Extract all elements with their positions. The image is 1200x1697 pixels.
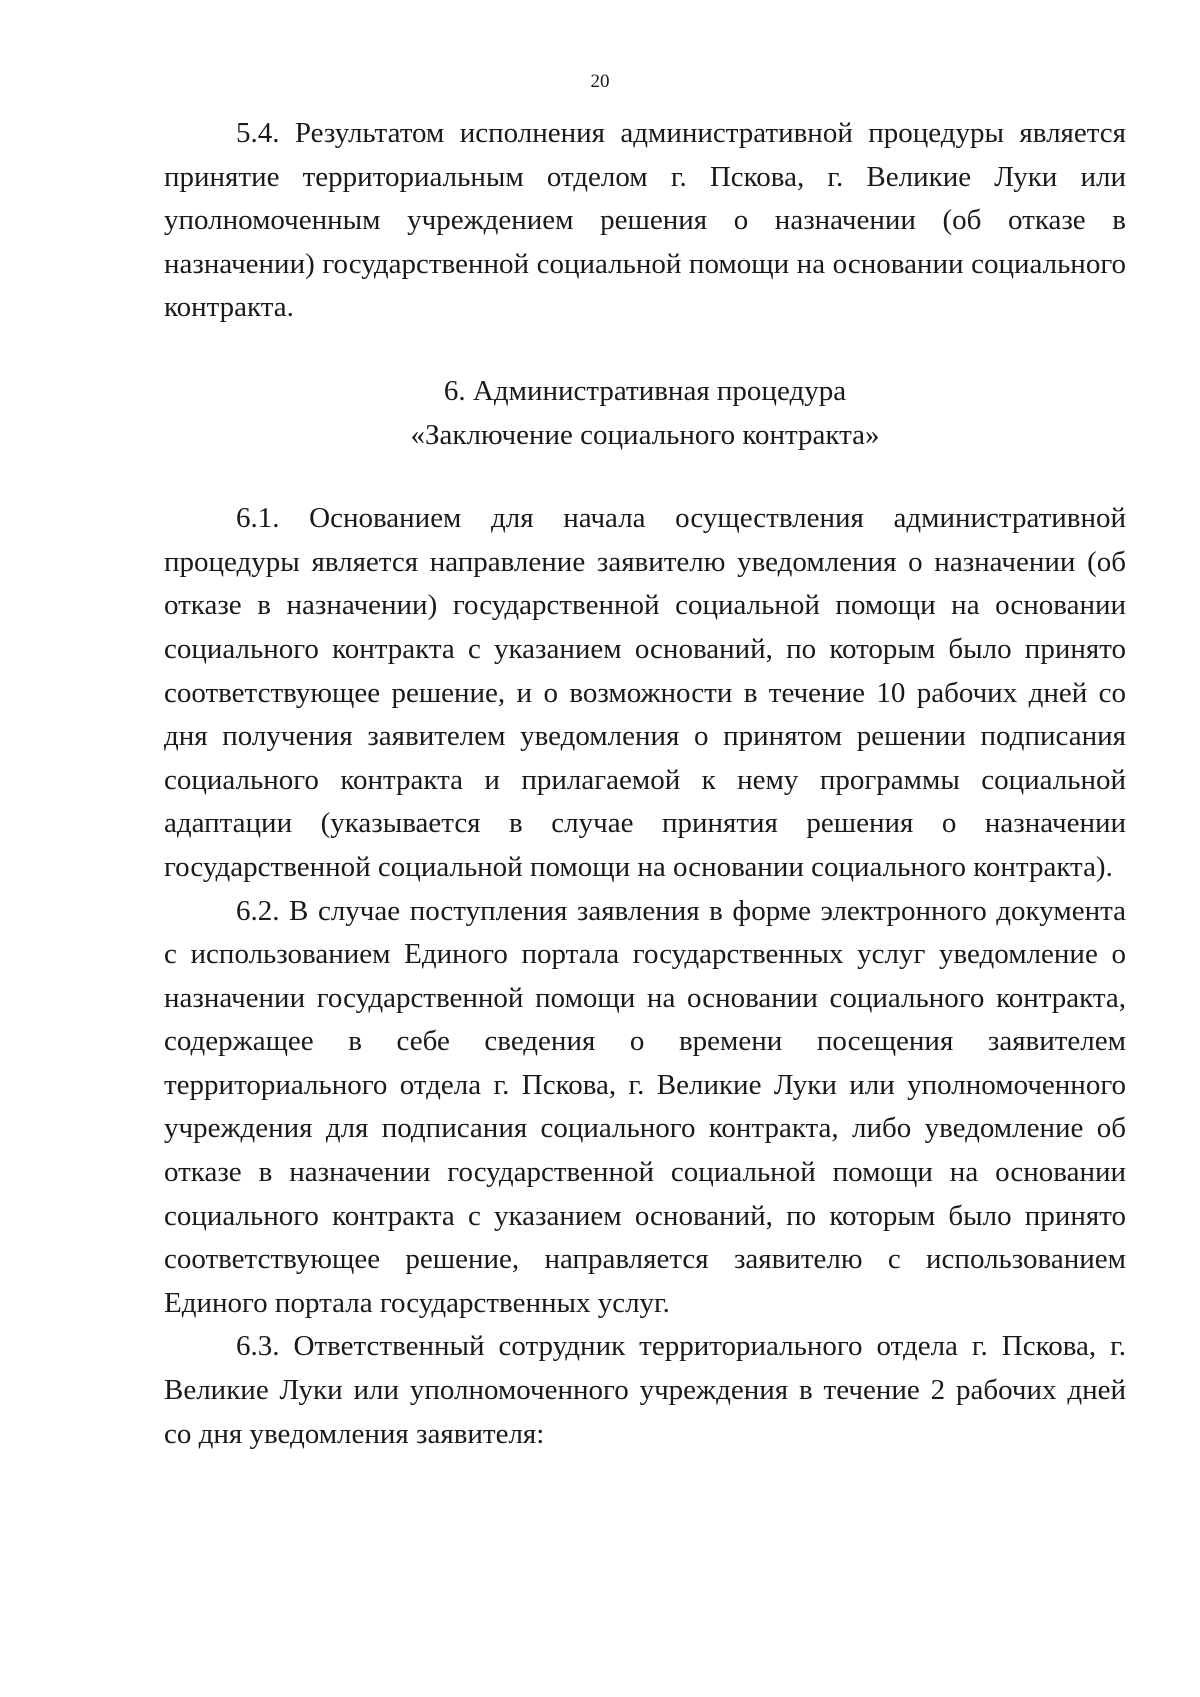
- spacer: [164, 457, 1126, 497]
- paragraph-5-4: 5.4. Результатом исполнения административной процедуры является принятие территориальным отделом г. Пскова, г. Великие Луки или уполномоченным учреждением решения о назначении (об отказе в назначении) государственной социальной помощи на основании социального контракта.: [164, 117, 1126, 324]
- spacer: [164, 330, 1126, 370]
- paragraph-6-1: 6.1. Основанием для начала осуществления административной процедуры является направление заявителю уведомления о назначении (об отказе в назначении) государственной социальной помощи на основании социального контракта с указанием оснований, по которым было принято соответствующее решение, и о возможности в течение 10 рабочих дней со дня получения заявителем уведомления о принятом решении подписания социального контракта и прилагаемой к нему программы социальной адаптации (указывается в случае принятия решения о назначении государственной социальной помощи на основании социального контракта).: [164, 502, 1126, 883]
- page-number: 20: [590, 71, 610, 92]
- section-heading-title: «Заключение социального контракта»: [410, 418, 880, 451]
- paragraph-6-3: 6.3. Ответственный сотрудник территориального отдела г. Пскова, г. Великие Луки или уполномоченного учреждения в течение 2 рабочих дней со дня уведомления заявителя:: [164, 1330, 1126, 1450]
- paragraph-6-2: 6.2. В случае поступления заявления в форме электронного документа с использованием Единого портала государственных услуг уведомление о назначении государственной помощи на основании социального контракта, содержащее в себе сведения о времени посещения заявителем территориального отдела г. Пскова, г. Великие Луки или уполномоченного учреждения для подписания социального контракта, либо уведомление об отказе в назначении государственной социальной помощи на основании социального контракта с указанием оснований, по которым было принято соответствующее решение, направляется заявителю с использованием Единого портала государственных услуг.: [164, 894, 1126, 1319]
- section-heading-number: 6. Административная процедура: [443, 374, 847, 407]
- document-body: [164, 112, 1126, 1456]
